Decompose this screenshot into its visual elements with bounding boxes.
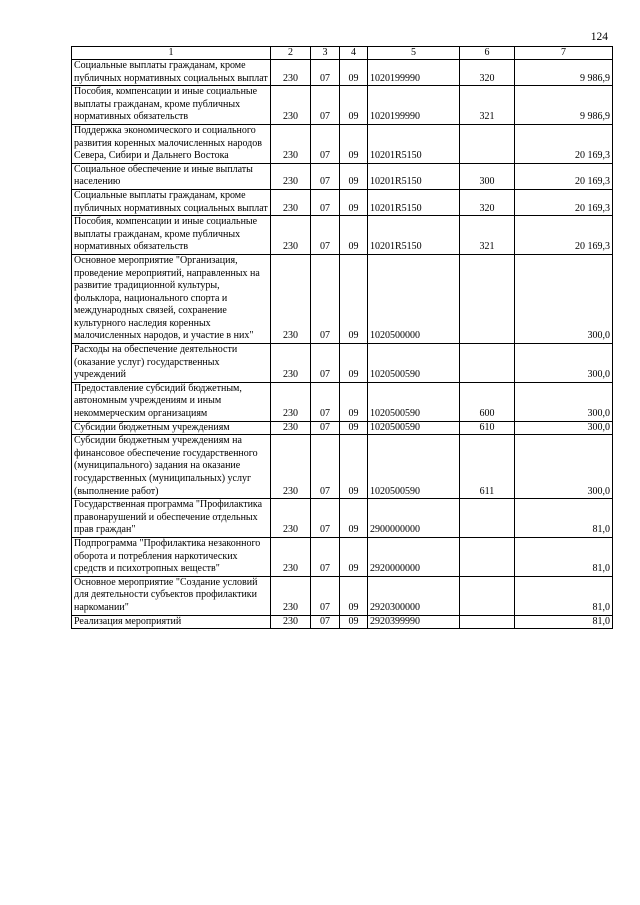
- cell-subsection: 09: [340, 163, 368, 189]
- cell-target-code: 10201R5150: [368, 189, 460, 215]
- cell-expense-type: 320: [460, 60, 515, 86]
- cell-target-code: 10201R5150: [368, 124, 460, 163]
- cell-target-code: 1020500590: [368, 421, 460, 435]
- cell-admin-code: 230: [271, 60, 311, 86]
- cell-admin-code: 230: [271, 124, 311, 163]
- table-row: [72, 537, 613, 576]
- cell-amount: 9 986,9: [515, 86, 613, 125]
- cell-amount: 20 169,3: [515, 216, 613, 255]
- cell-amount: 9 986,9: [515, 60, 613, 86]
- column-header: 5: [368, 47, 460, 60]
- cell-admin-code: 230: [271, 189, 311, 215]
- cell-amount: 300,0: [515, 344, 613, 383]
- table-row: [72, 499, 613, 538]
- cell-subsection: 09: [340, 254, 368, 343]
- cell-admin-code: 230: [271, 615, 311, 629]
- cell-section: 07: [311, 382, 340, 421]
- table-row: [72, 344, 613, 383]
- cell-section: 07: [311, 421, 340, 435]
- row-name: Государственная программа "Профилактика правонарушений и обеспечение отдельных прав граждан": [72, 499, 271, 538]
- cell-amount: 81,0: [515, 537, 613, 576]
- cell-section: 07: [311, 537, 340, 576]
- cell-admin-code: 230: [271, 216, 311, 255]
- cell-subsection: 09: [340, 124, 368, 163]
- cell-expense-type: 300: [460, 163, 515, 189]
- row-name: Основное мероприятие "Организация, проведение мероприятий, направленных на развитие традиционной культуры, фольклора, национального спорта и международных связей, сохранение культурного наследия коренных малочисленных народов, и участие в них": [72, 254, 271, 343]
- cell-section: 07: [311, 189, 340, 215]
- row-name: Социальное обеспечение и иные выплаты населению: [72, 163, 271, 189]
- cell-expense-type: [460, 576, 515, 615]
- cell-expense-type: [460, 537, 515, 576]
- cell-target-code: 1020500590: [368, 435, 460, 499]
- cell-expense-type: 321: [460, 216, 515, 255]
- cell-subsection: 09: [340, 537, 368, 576]
- row-name: Поддержка экономического и социального развития коренных малочисленных народов Севера, Сибири и Дальнего Востока: [72, 124, 271, 163]
- cell-subsection: 09: [340, 86, 368, 125]
- cell-admin-code: 230: [271, 382, 311, 421]
- table-row: [72, 435, 613, 499]
- cell-expense-type: 610: [460, 421, 515, 435]
- cell-admin-code: 230: [271, 344, 311, 383]
- row-name: Социальные выплаты гражданам, кроме публичных нормативных социальных выплат: [72, 189, 271, 215]
- cell-admin-code: 230: [271, 499, 311, 538]
- header-row: [72, 47, 613, 60]
- cell-target-code: 1020199990: [368, 60, 460, 86]
- cell-amount: 20 169,3: [515, 189, 613, 215]
- table-row: [72, 124, 613, 163]
- cell-target-code: 2920000000: [368, 537, 460, 576]
- cell-target-code: 2920300000: [368, 576, 460, 615]
- cell-subsection: 09: [340, 344, 368, 383]
- cell-section: 07: [311, 216, 340, 255]
- cell-expense-type: [460, 615, 515, 629]
- cell-expense-type: 611: [460, 435, 515, 499]
- cell-admin-code: 230: [271, 435, 311, 499]
- cell-admin-code: 230: [271, 537, 311, 576]
- cell-section: 07: [311, 60, 340, 86]
- cell-amount: 81,0: [515, 615, 613, 629]
- cell-subsection: 09: [340, 60, 368, 86]
- cell-section: 07: [311, 163, 340, 189]
- cell-section: 07: [311, 615, 340, 629]
- row-name: Реализация мероприятий: [72, 615, 271, 629]
- table-row: [72, 189, 613, 215]
- budget-table: [71, 46, 613, 629]
- cell-expense-type: [460, 499, 515, 538]
- cell-section: 07: [311, 576, 340, 615]
- table-row: [72, 163, 613, 189]
- cell-section: 07: [311, 86, 340, 125]
- cell-amount: 81,0: [515, 499, 613, 538]
- cell-subsection: 09: [340, 421, 368, 435]
- table-row: [72, 60, 613, 86]
- cell-admin-code: 230: [271, 576, 311, 615]
- table-row: [72, 421, 613, 435]
- row-name: Субсидии бюджетным учреждениям на финансовое обеспечение государственного (муниципального) задания на оказание государственных (муниципальных) услуг (выполнение работ): [72, 435, 271, 499]
- cell-expense-type: [460, 254, 515, 343]
- cell-amount: 81,0: [515, 576, 613, 615]
- cell-subsection: 09: [340, 615, 368, 629]
- cell-target-code: 2900000000: [368, 499, 460, 538]
- cell-amount: 300,0: [515, 421, 613, 435]
- cell-target-code: 2920399990: [368, 615, 460, 629]
- cell-expense-type: [460, 124, 515, 163]
- row-name: Пособия, компенсации и иные социальные выплаты гражданам, кроме публичных нормативных обязательств: [72, 86, 271, 125]
- column-header: 6: [460, 47, 515, 60]
- table-row: [72, 615, 613, 629]
- table-row: [72, 216, 613, 255]
- row-name: Пособия, компенсации и иные социальные выплаты гражданам, кроме публичных нормативных обязательств: [72, 216, 271, 255]
- cell-admin-code: 230: [271, 421, 311, 435]
- table-row: [72, 382, 613, 421]
- column-header: 7: [515, 47, 613, 60]
- cell-section: 07: [311, 344, 340, 383]
- cell-section: 07: [311, 124, 340, 163]
- cell-expense-type: 321: [460, 86, 515, 125]
- cell-subsection: 09: [340, 189, 368, 215]
- row-name: Расходы на обеспечение деятельности (оказание услуг) государственных учреждений: [72, 344, 271, 383]
- column-header: 1: [72, 47, 271, 60]
- cell-subsection: 09: [340, 576, 368, 615]
- column-header: 3: [311, 47, 340, 60]
- cell-amount: 20 169,3: [515, 163, 613, 189]
- cell-admin-code: 230: [271, 163, 311, 189]
- cell-target-code: 10201R5150: [368, 163, 460, 189]
- row-name: Основное мероприятие "Создание условий для деятельности субъектов профилактики наркомании": [72, 576, 271, 615]
- cell-section: 07: [311, 499, 340, 538]
- cell-target-code: 1020500000: [368, 254, 460, 343]
- row-name: Подпрограмма "Профилактика незаконного оборота и потребления наркотических средств и психотропных веществ": [72, 537, 271, 576]
- cell-target-code: 10201R5150: [368, 216, 460, 255]
- row-name: Предоставление субсидий бюджетным, автономным учреждениям и иным некоммерческим организациям: [72, 382, 271, 421]
- cell-subsection: 09: [340, 216, 368, 255]
- column-header: 2: [271, 47, 311, 60]
- cell-subsection: 09: [340, 382, 368, 421]
- cell-target-code: 1020500590: [368, 382, 460, 421]
- cell-amount: 300,0: [515, 435, 613, 499]
- cell-target-code: 1020500590: [368, 344, 460, 383]
- cell-section: 07: [311, 435, 340, 499]
- page-number: 124: [590, 31, 608, 43]
- cell-expense-type: [460, 344, 515, 383]
- cell-amount: 300,0: [515, 382, 613, 421]
- cell-subsection: 09: [340, 435, 368, 499]
- cell-expense-type: 320: [460, 189, 515, 215]
- cell-subsection: 09: [340, 499, 368, 538]
- cell-admin-code: 230: [271, 86, 311, 125]
- table-row: [72, 254, 613, 343]
- row-name: Субсидии бюджетным учреждениям: [72, 421, 271, 435]
- row-name: Социальные выплаты гражданам, кроме публичных нормативных социальных выплат: [72, 60, 271, 86]
- cell-target-code: 1020199990: [368, 86, 460, 125]
- cell-section: 07: [311, 254, 340, 343]
- cell-admin-code: 230: [271, 254, 311, 343]
- cell-amount: 300,0: [515, 254, 613, 343]
- table-row: [72, 576, 613, 615]
- cell-expense-type: 600: [460, 382, 515, 421]
- table-body: [72, 60, 613, 629]
- table-row: [72, 86, 613, 125]
- cell-amount: 20 169,3: [515, 124, 613, 163]
- column-header: 4: [340, 47, 368, 60]
